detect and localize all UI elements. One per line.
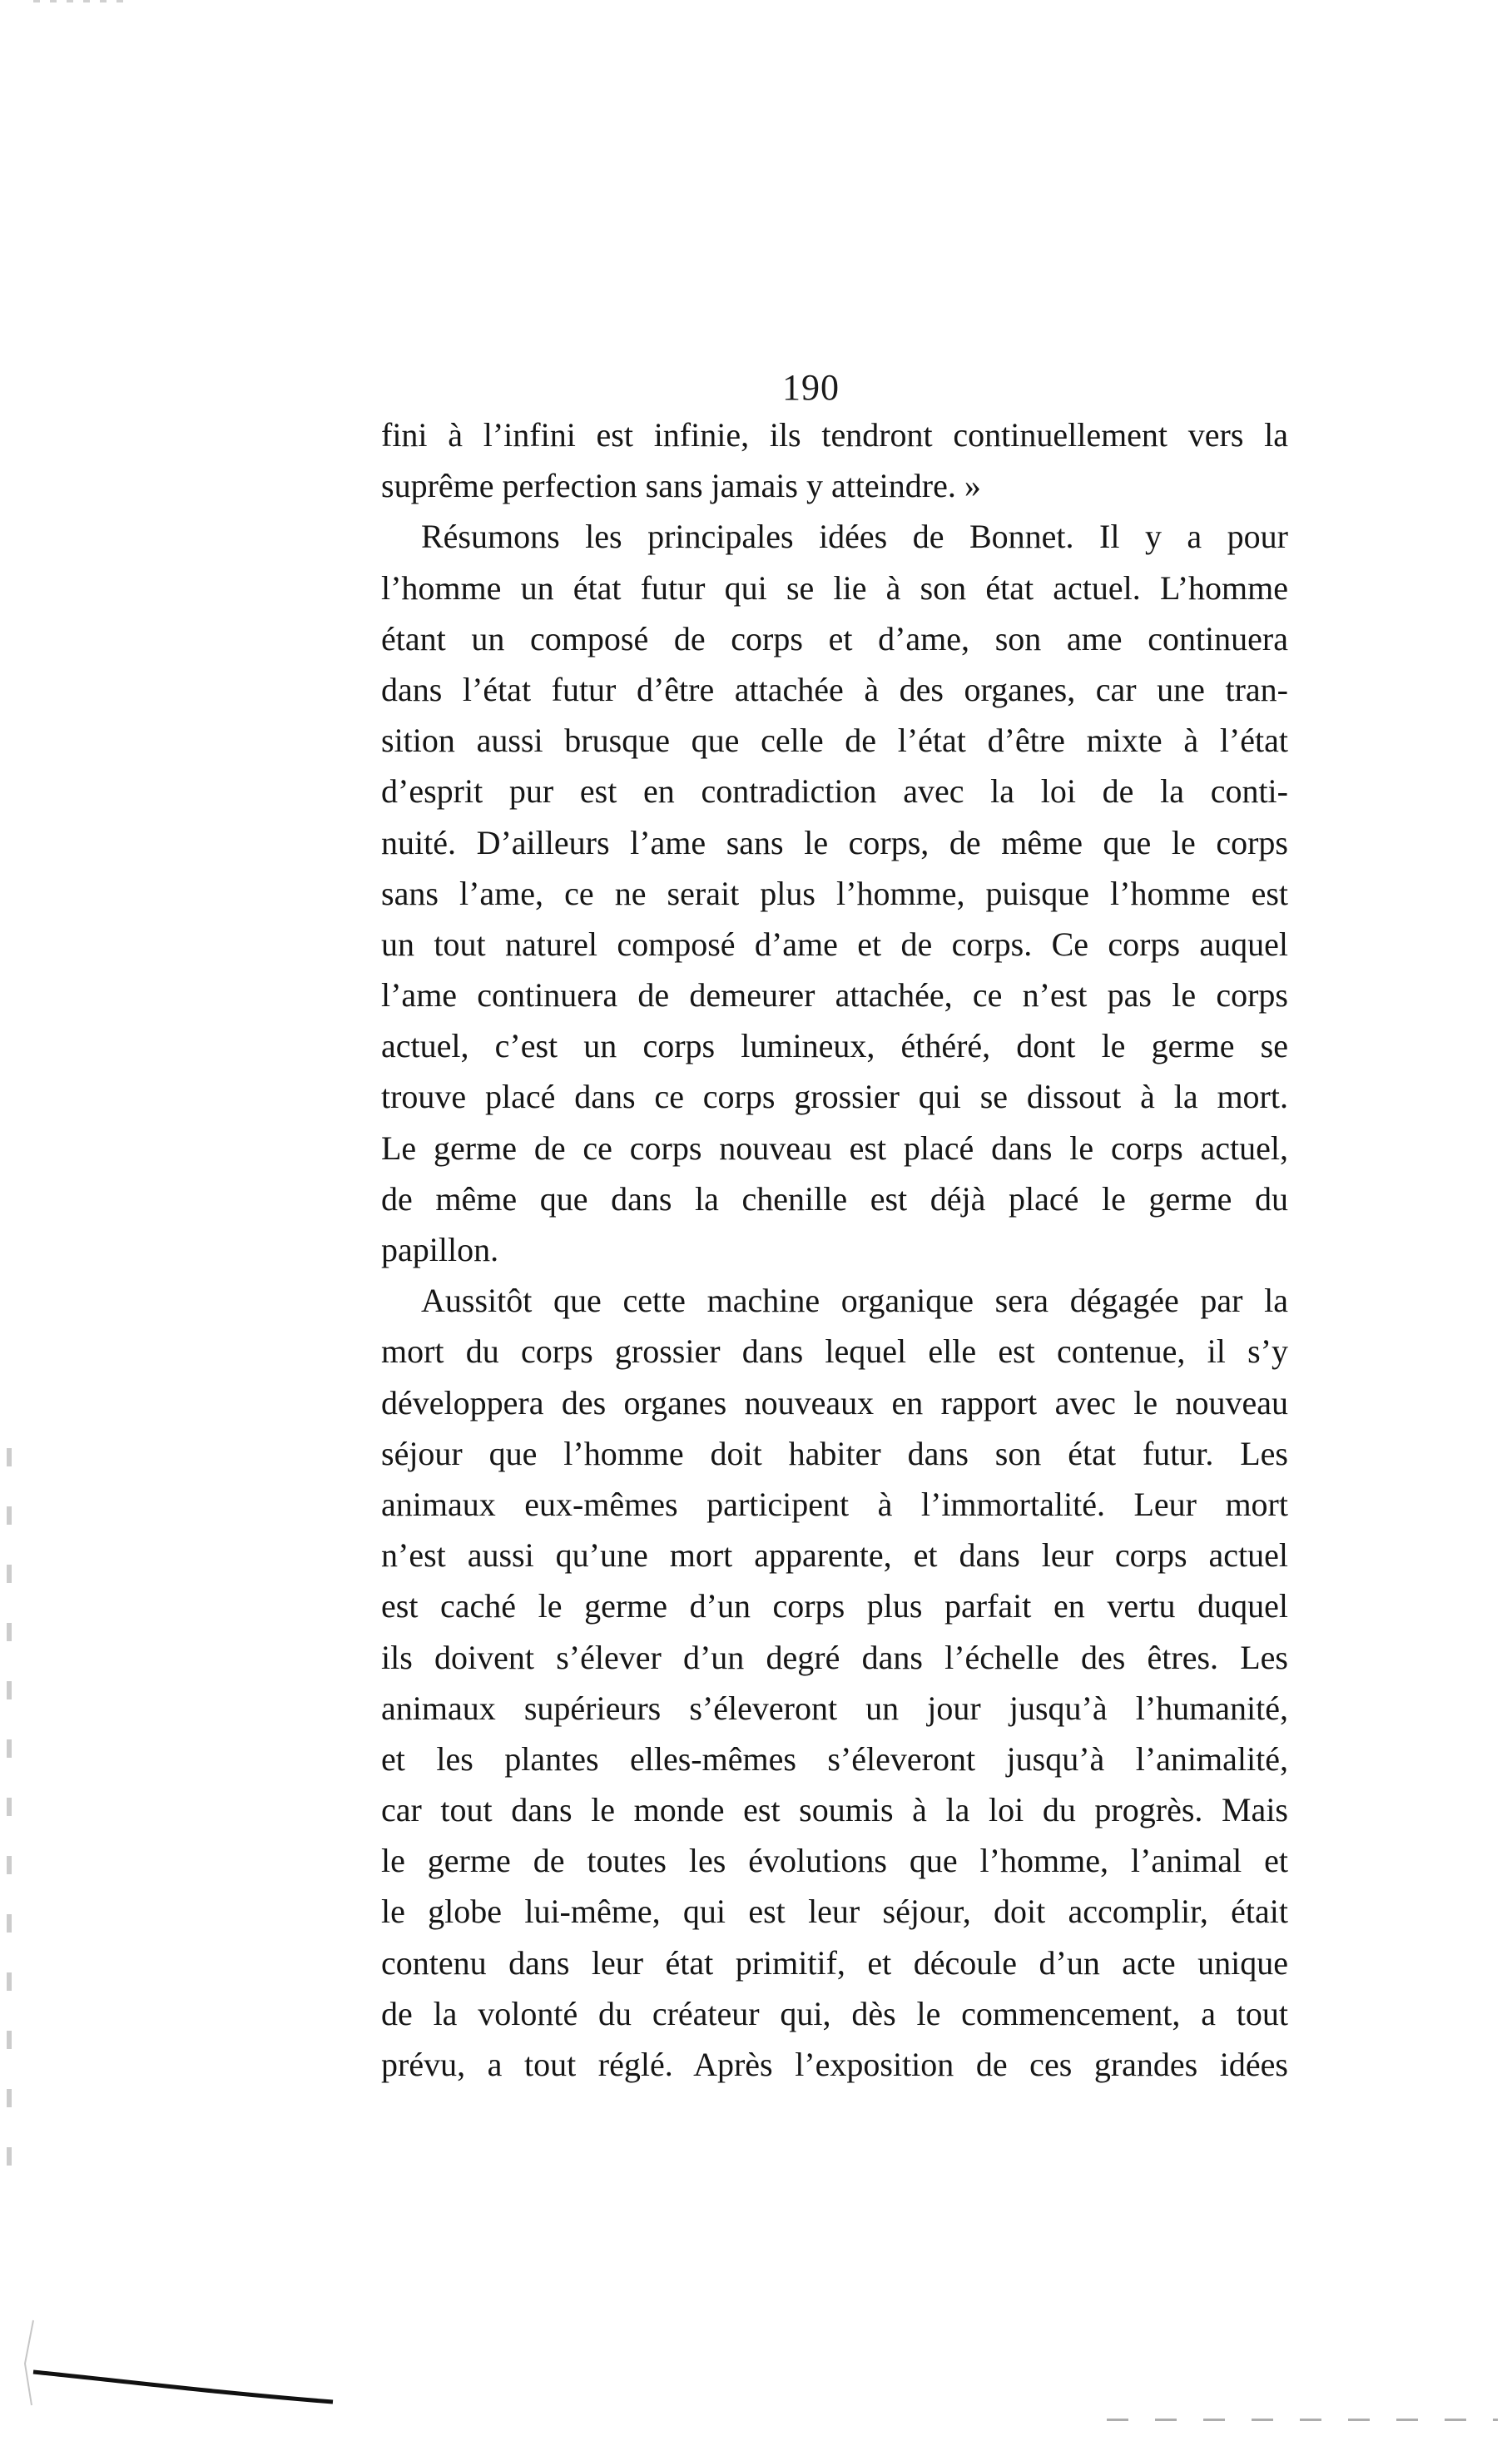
text-line: ils doivent s’élever d’un degré dans l’échelle des êtres. Les — [381, 1638, 1288, 1676]
text-line: un tout naturel composé d’ame et de corps. Ce corps auquel — [381, 925, 1288, 963]
text-line: prévu, a tout réglé. Après l’exposition de ces grandes idées — [381, 2046, 1288, 2083]
text-line: contenu dans leur état primitif, et découle d’un acte unique — [381, 1943, 1288, 1982]
text-line: animaux supérieurs s’éleveront un jour jusqu’à l’humanité, — [381, 1689, 1288, 1727]
text-line: de même que dans la chenille est déjà placé le germe du — [381, 1179, 1288, 1218]
text-line: suprême perfection sans jamais y atteindre. » — [381, 467, 981, 505]
text-line: actuel, c’est un corps lumineux, éthéré, dont le germe se — [381, 1027, 1288, 1065]
scan-artifact-corner-stroke — [0, 2314, 349, 2414]
text-line: et les plantes elles-mêmes s’éleveront jusqu’à l’animalité, — [381, 1739, 1288, 1778]
text-line: séjour que l’homme doit habiter dans son état futur. Les — [381, 1434, 1288, 1472]
text-line: papillon. — [381, 1231, 499, 1268]
text-line: d’esprit pur est en contradiction avec la loi de la conti- — [381, 772, 1288, 811]
scan-artifact-left-margin — [7, 1448, 12, 2197]
text-line: nuité. D’ailleurs l’ame sans le corps, de même que le corps — [381, 823, 1288, 861]
text-line: le germe de toutes les évolutions que l’homme, l’animal et — [381, 1842, 1288, 1880]
text-line: étant un composé de corps et d’ame, son ame continuera — [381, 619, 1288, 657]
scan-artifact-top — [33, 0, 133, 2]
text-line: de la volonté du créateur qui, dès le commencement, a tout — [381, 1994, 1288, 2032]
text-line: l’homme un état futur qui se lie à son état actuel. L’homme — [381, 568, 1288, 607]
text-line: Le germe de ce corps nouveau est placé dans le corps actuel, — [381, 1129, 1288, 1167]
text-line: est caché le germe d’un corps plus parfait en vertu duquel — [381, 1587, 1288, 1625]
text-line: le globe lui-même, qui est leur séjour, doit accomplir, était — [381, 1893, 1288, 1931]
text-line: animaux eux-mêmes participent à l’immortalité. Leur mort — [381, 1485, 1288, 1523]
text-line: développera des organes nouveaux en rapport avec le nouveau — [381, 1383, 1288, 1421]
text-line: car tout dans le monde est soumis à la loi du progrès. Mais — [381, 1791, 1288, 1829]
text-line: dans l’état futur d’être attachée à des organes, car une tran- — [381, 670, 1288, 708]
text-line: trouve placé dans ce corps grossier qui se dissout à la mort. — [381, 1078, 1288, 1116]
page-number: 190 — [782, 367, 840, 408]
scan-artifact-bottom-dashes — [1107, 2419, 1498, 2421]
text-line: mort du corps grossier dans lequel elle est contenue, il s’y — [381, 1332, 1288, 1371]
text-line: Résumons les principales idées de Bonnet. Il y a pour — [421, 518, 1288, 556]
text-line: l’ame continuera de demeurer attachée, ce n’est pas le corps — [381, 976, 1288, 1015]
text-line: fini à l’infini est infinie, ils tendront continuellement vers la — [381, 416, 1288, 454]
text-line: Aussitôt que cette machine organique sera dégagée par la — [421, 1282, 1288, 1320]
body-text — [381, 409, 1288, 2090]
text-line: sans l’ame, ce ne serait plus l’homme, puisque l’homme est — [381, 874, 1288, 912]
text-line: n’est aussi qu’une mort apparente, et dans leur corps actuel — [381, 1536, 1288, 1575]
text-line: sition aussi brusque que celle de l’état d’être mixte à l’état — [381, 722, 1288, 760]
